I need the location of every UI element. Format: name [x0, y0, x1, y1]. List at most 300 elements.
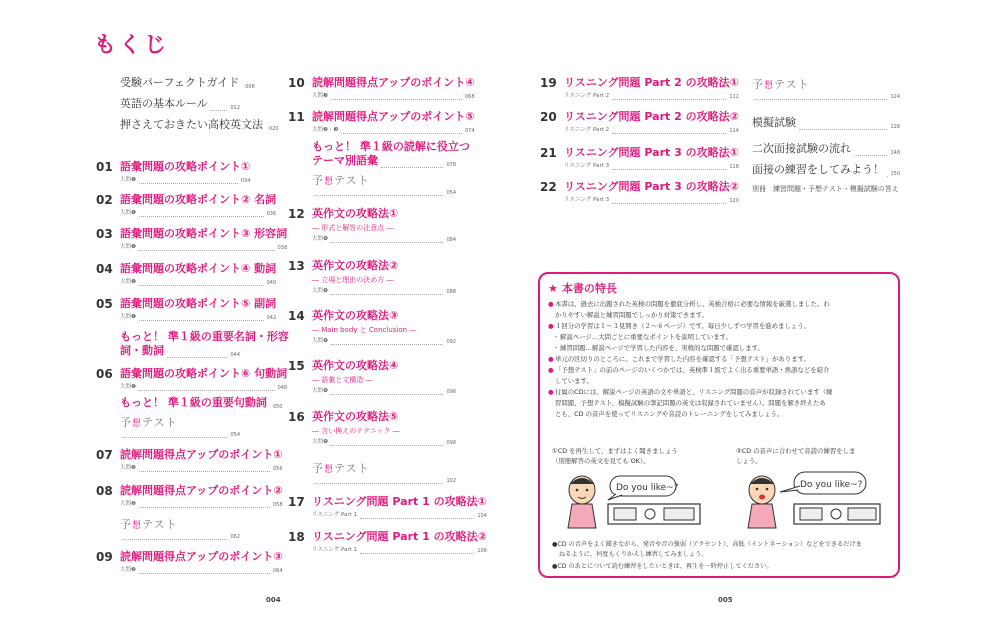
page-number: 044: [230, 352, 240, 358]
mock-exam-entry-label: 模擬試験: [752, 116, 796, 129]
note-1-line-1: ●CD の音声をよく聞きながら、発音や音の強弱（アクセント）、高低（イントネーション）などをできるだけま: [552, 541, 862, 548]
toc-entry[interactable]: [96, 160, 251, 184]
more-reading-row: [312, 154, 456, 168]
toc-entry[interactable]: [540, 76, 739, 100]
leader-dots: [360, 512, 474, 519]
leader-dots: [612, 93, 726, 100]
toc-entry[interactable]: [288, 359, 456, 395]
entry-title: 読解問題得点アップのポイント④: [312, 76, 475, 89]
more-reading-entry[interactable]: [312, 140, 470, 168]
note-1: [552, 540, 862, 560]
leader-dots: [854, 149, 887, 156]
caption-2-line-2: しょう。: [736, 457, 762, 465]
entry-section-row: [312, 335, 456, 345]
leader-dots: [331, 288, 444, 295]
yoso-test-entry[interactable]: [312, 460, 456, 484]
page-number: 054: [230, 432, 240, 438]
entry-number: 22: [540, 180, 557, 194]
yoso-char-2: 想: [132, 521, 143, 531]
front-matter-item-row: [120, 118, 279, 132]
leader-dots: [123, 431, 227, 438]
page-number: 118: [729, 164, 739, 170]
leader-dots: [123, 533, 227, 540]
feature-line: [548, 299, 890, 310]
more-phrasal-entry-label: もっと！ 準１級の重要句動詞: [120, 396, 267, 409]
yoso-row: [120, 431, 240, 438]
page-number: 062: [230, 534, 240, 540]
front-matter-item-label: 押さえておきたい高校英文法: [120, 118, 263, 131]
entry-number: 16: [288, 410, 305, 424]
leader-dots: [139, 210, 264, 217]
entry-section: 大問❹: [312, 439, 328, 445]
toc-entry[interactable]: [96, 193, 277, 217]
front-matter-item-label: 英語の基本ルール: [120, 97, 208, 110]
leader-dots: [331, 93, 462, 100]
entry-section: 大問❶: [120, 314, 136, 320]
feature-line: [548, 332, 890, 343]
entry-section: 大問❸: [312, 93, 328, 99]
entry-body: [120, 193, 276, 217]
toc-entry[interactable]: [288, 76, 475, 100]
front-matter-item-row: [120, 76, 255, 90]
page-number: 020: [269, 126, 279, 132]
toc-entry[interactable]: [288, 530, 487, 554]
feature-bullet: ・: [553, 344, 560, 352]
interview-practice-entry[interactable]: [752, 163, 900, 177]
entry-section-row: [564, 90, 739, 100]
feature-line: [548, 310, 890, 321]
yoso-test-title: [120, 516, 240, 532]
entry-title: 読解問題得点アップのポイント②: [120, 484, 283, 497]
feature-line: [548, 387, 890, 398]
entry-number: 15: [288, 359, 305, 373]
entry-title: リスニング問題 Part 3 の攻略法②: [564, 180, 739, 193]
page-number-left: 004: [266, 596, 281, 604]
more-vocab-entry[interactable]: [120, 330, 289, 358]
yoso-rest: テスト: [142, 416, 178, 429]
speech-bubble-1: Do you like~?: [616, 483, 679, 493]
caption-1: [552, 446, 678, 466]
feature-bullet: ●: [548, 388, 554, 396]
page-number: 102: [446, 478, 456, 484]
entry-title: 英作文の攻略法①: [312, 207, 399, 220]
speech-bubble-2: Do you like~?: [800, 480, 863, 490]
entry-title: 英作文の攻略法④: [312, 359, 399, 372]
leader-dots: [139, 244, 275, 251]
toc-entry[interactable]: [96, 550, 283, 574]
entry-number: 04: [96, 262, 113, 276]
entry-number: 03: [96, 227, 113, 241]
entry-number: 07: [96, 448, 113, 462]
entry-section-row: [120, 241, 287, 251]
entry-body: [120, 262, 276, 286]
entry-title: リスニング問題 Part 3 の攻略法①: [564, 146, 739, 159]
feature-line: [548, 365, 890, 376]
entry-title: 語彙問題の攻略ポイント④ 動詞: [120, 262, 277, 275]
page-number: 048: [277, 385, 288, 391]
leader-dots: [331, 338, 444, 345]
feature-line: [548, 354, 890, 365]
leader-dots: [799, 123, 887, 130]
yoso-char-2: 想: [132, 419, 143, 429]
entry-section: 大問❷: [120, 567, 136, 573]
caption-1-line-2: （別冊解答の英文を見ても OK）。: [552, 457, 650, 465]
page-number: 006: [245, 84, 255, 90]
toc-entry[interactable]: [288, 259, 456, 295]
page-number: 068: [465, 94, 475, 100]
entry-title: 語彙問題の攻略ポイント⑤ 副詞: [120, 297, 277, 310]
entry-section-row: [564, 160, 739, 170]
page-number: 074: [465, 128, 475, 134]
entry-title: 読解問題得点アップのポイント③: [120, 550, 283, 563]
more-vocab-line-2: 詞・動詞: [120, 344, 164, 357]
page-number: 104: [477, 513, 487, 519]
entry-section: リスニング Part 2: [564, 93, 610, 99]
mock-exam-entry[interactable]: [752, 116, 900, 130]
entry-body: [120, 160, 250, 184]
yoso-row: [752, 93, 900, 100]
toc-entry[interactable]: [540, 146, 739, 170]
page-number: 050: [272, 404, 283, 410]
entry-section: リスニング Part 2: [564, 127, 610, 133]
yoso-rest: テスト: [774, 78, 810, 91]
toc-entry[interactable]: [96, 448, 283, 472]
front-matter-item-row: [120, 97, 240, 111]
entry-section-row: [312, 124, 475, 134]
entry-section-row: [312, 544, 487, 554]
entry-number: 12: [288, 207, 305, 221]
interview-flow-entry-row: [752, 142, 900, 156]
interview-flow-entry-label: 二次面接試験の流れ: [752, 142, 851, 155]
caption-1-line-1: ①CD を再生して、まずはよく聞きましょう: [552, 447, 678, 455]
star-icon: ★: [548, 281, 558, 295]
illustration-listening: [556, 470, 706, 534]
feature-text: 解説ページ…大問ごとに重要なポイントを説明しています。: [560, 333, 732, 341]
front-matter-item[interactable]: [120, 97, 240, 111]
entry-section: 大問❶: [120, 244, 136, 250]
page-number: 096: [446, 389, 456, 395]
entry-section: 大問❹: [312, 236, 328, 242]
toc-entry[interactable]: [288, 309, 456, 345]
entry-section: 大問❷: [120, 501, 136, 507]
entry-number: 05: [96, 297, 113, 311]
entry-subtitle: ― 言い換えのテクニック ―: [312, 427, 400, 435]
page-number: 106: [477, 548, 487, 554]
entry-section-row: [120, 462, 283, 472]
entry-section-row: [120, 276, 276, 286]
illustration-reading-aloud: [736, 470, 886, 534]
yoso-test-title: [312, 172, 456, 188]
leader-dots: [139, 177, 238, 184]
page-number: 114: [729, 128, 739, 134]
entry-title: 語彙問題の攻略ポイント①: [120, 160, 251, 173]
entry-section-row: [312, 509, 487, 519]
entry-title: 英作文の攻略法②: [312, 259, 399, 272]
leader-dots: [341, 127, 462, 134]
entry-section-row: [312, 90, 475, 100]
entry-body: [120, 484, 283, 508]
caption-2-line-1: ②CD の音声に合わせて音読の練習をしま: [736, 447, 856, 455]
features-title: 本書の特長: [561, 282, 617, 295]
page-number: 112: [729, 94, 739, 100]
entry-body: [312, 309, 456, 345]
entry-body: [312, 530, 487, 554]
entry-body: [312, 259, 456, 295]
yoso-row: [312, 477, 456, 484]
page-number: 124: [890, 94, 900, 100]
yoso-char-1: 予: [120, 518, 132, 531]
caption-2: [736, 446, 855, 466]
feature-text: とも、CD の音声を使ってリスニングや音読のトレーニングをしてみましょう。: [555, 410, 784, 418]
feature-text: 本書は、過去に出題された英検の問題を徹底分析し、英検合格に必要な情報を厳選しました。わ: [555, 300, 830, 308]
toc-entry[interactable]: [96, 227, 288, 251]
entry-subtitle: ― 語彙と文構造 ―: [312, 376, 373, 384]
page-number: 064: [273, 568, 283, 574]
entry-body: [120, 550, 283, 574]
yoso-row: [312, 189, 456, 196]
entry-title: 読解問題得点アップのポイント①: [120, 448, 283, 461]
feature-bullet: ●: [548, 366, 554, 374]
entry-body: [564, 180, 739, 204]
leader-dots: [612, 163, 726, 170]
leader-dots: [755, 93, 887, 100]
feature-text: 単元の区切りのところに、これまで学習した内容を確認する「予想テスト」があります。: [555, 355, 810, 363]
more-reading-line-2: テーマ別語彙: [312, 154, 378, 167]
leader-dots: [360, 547, 474, 554]
leader-dots: [612, 197, 726, 204]
feature-text: １回分の学習は１～３見開き（２～６ページ）です。毎日少しずつ学習を進めましょう。: [555, 322, 810, 330]
entry-title: リスニング問題 Part 2 の攻略法①: [564, 76, 739, 89]
page-number: 058: [273, 502, 283, 508]
page-number: 078: [446, 162, 456, 168]
yoso-char-1: 予: [312, 462, 324, 475]
entry-section-row: [120, 498, 283, 508]
entry-section-row: [120, 311, 276, 321]
entry-number: 08: [96, 484, 113, 498]
entry-number: 14: [288, 309, 305, 323]
entry-section-row: [120, 207, 276, 217]
interview-practice-entry-row: [752, 163, 900, 177]
entry-body: [312, 495, 487, 519]
entry-title: 読解問題得点アップのポイント⑤: [312, 110, 475, 123]
entry-section-row: [120, 564, 283, 574]
entry-body: [312, 76, 475, 100]
more-vocab-line-1: もっと！ 準１級の重要名詞・形容: [120, 330, 289, 343]
interview-practice-entry-label: 面接の練習をしてみよう！: [752, 163, 884, 176]
entry-section-row: [564, 194, 739, 204]
yoso-char-2: 想: [324, 465, 335, 475]
entry-number: 21: [540, 146, 557, 160]
entry-section: 大問❷・❸: [312, 127, 339, 133]
feature-text: 習問題、予想テスト、模擬試験の筆記問題の英文は収録されていません）。問題を解き終えたあ: [555, 399, 826, 407]
leader-dots: [331, 236, 444, 243]
entry-body: [120, 367, 287, 391]
feature-line: [548, 409, 890, 420]
entry-title: リスニング問題 Part 1 の攻略法①: [312, 495, 487, 508]
entry-title: 語彙問題の攻略ポイント③ 形容詞: [120, 227, 288, 240]
toc-entry[interactable]: [288, 207, 456, 243]
leader-dots: [139, 567, 270, 574]
entry-body: [120, 227, 287, 251]
leader-dots: [331, 388, 444, 395]
leader-dots: [139, 314, 264, 321]
mock-exam-entry-row: [752, 116, 900, 130]
yoso-char-1: 予: [120, 416, 132, 429]
feature-text: かりやすい解説と練習問題でしっかり対策できます。: [555, 311, 708, 319]
yoso-test-title: [312, 460, 456, 476]
feature-bullet: ・: [553, 333, 560, 341]
page-number: 042: [266, 315, 277, 321]
entry-number: 06: [96, 367, 113, 381]
entry-number: 10: [288, 76, 305, 90]
entry-body: [312, 359, 456, 395]
feature-line: [548, 343, 890, 354]
toc-entry[interactable]: [96, 297, 277, 321]
more-phrasal-entry[interactable]: [120, 396, 283, 410]
yoso-char-1: 予: [752, 78, 764, 91]
yoso-test-entry[interactable]: [120, 414, 240, 438]
entry-section-row: [564, 124, 739, 134]
entry-section: リスニング Part 3: [564, 163, 610, 169]
leader-dots: [139, 279, 264, 286]
yoso-test-entry[interactable]: [312, 172, 456, 196]
page-number: 056: [273, 466, 283, 472]
entry-section: 大問❶: [120, 279, 136, 285]
entry-section-row: [312, 233, 456, 243]
feature-line: [548, 398, 890, 409]
page-number: 084: [446, 237, 456, 243]
features-title-row: [548, 280, 890, 296]
entry-section: 大問❶: [120, 177, 136, 183]
entry-number: 09: [96, 550, 113, 564]
leader-dots: [139, 501, 270, 508]
more-phrasal-entry-row: [120, 396, 283, 410]
entry-body: [312, 207, 456, 243]
leader-dots: [211, 104, 228, 111]
toc-entry[interactable]: [96, 367, 288, 391]
leader-dots: [167, 351, 227, 358]
entry-section-row: [312, 385, 456, 395]
page-number: 120: [729, 198, 739, 204]
yoso-rest: テスト: [142, 518, 178, 531]
leader-dots: [381, 161, 443, 168]
leader-dots: [139, 465, 270, 472]
yoso-test-title: [752, 76, 900, 92]
toc-entry[interactable]: [96, 484, 283, 508]
entry-section-row: [312, 285, 456, 295]
yoso-test-entry[interactable]: [752, 76, 900, 100]
toc-entry[interactable]: [540, 110, 739, 134]
entry-body: [312, 110, 475, 134]
entry-number: 20: [540, 110, 557, 124]
yoso-char-2: 想: [324, 177, 335, 187]
leader-dots: [331, 439, 444, 446]
entry-body: [564, 146, 739, 170]
entry-subtitle: ― 立場と理由の決め方 ―: [312, 276, 394, 284]
page-number: 150: [890, 171, 900, 177]
page-number: 040: [266, 280, 277, 286]
entry-title: リスニング問題 Part 2 の攻略法②: [564, 110, 739, 123]
page-number: 036: [266, 211, 277, 217]
entry-section: 大問❹: [312, 288, 328, 294]
feature-text: 付属のCDには、解説ページの英語の文や単語と、リスニング問題の音声が収録されています（練: [555, 388, 833, 396]
entry-section: 大問❹: [312, 388, 328, 394]
entry-title: リスニング問題 Part 1 の攻略法②: [312, 530, 487, 543]
feature-text: しています。: [555, 377, 593, 385]
feature-bullet: ●: [548, 300, 554, 308]
entry-section: リスニング Part 1: [312, 512, 358, 518]
page-number: 012: [230, 105, 240, 111]
entry-body: [120, 297, 276, 321]
toc-entry[interactable]: [288, 410, 456, 446]
entry-number: 02: [96, 193, 113, 207]
toc-entry[interactable]: [96, 262, 277, 286]
leader-dots: [139, 384, 275, 391]
yoso-char-1: 予: [312, 174, 324, 187]
entry-subtitle: ― 形式と解答の注意点 ―: [312, 224, 394, 232]
entry-section: 大問❷: [120, 465, 136, 471]
entry-section: 大問❶: [120, 210, 136, 216]
leader-dots: [315, 477, 443, 484]
front-matter-item-label: 受験パーフェクトガイド: [120, 76, 240, 89]
page-number: 148: [890, 150, 900, 156]
supplement-entry[interactable]: 別冊 練習問題・予想テスト・模擬試験の答え: [752, 185, 899, 193]
page-title: もくじ: [94, 33, 170, 58]
front-matter-item[interactable]: [120, 76, 255, 90]
entry-number: 18: [288, 530, 305, 544]
yoso-char-2: 想: [764, 81, 775, 91]
entry-title: 英作文の攻略法⑤: [312, 410, 399, 423]
entry-section: リスニング Part 1: [312, 547, 358, 553]
entry-body: [120, 448, 283, 472]
yoso-row: [120, 533, 240, 540]
entry-body: [312, 410, 456, 446]
feature-line: [548, 376, 890, 387]
yoso-rest: テスト: [334, 462, 370, 475]
entry-number: 01: [96, 160, 113, 174]
entry-number: 13: [288, 259, 305, 273]
feature-text: 練習問題…解説ページで学習した内容を、実戦的な問題で確認します。: [560, 344, 764, 352]
page-number: 054: [446, 190, 456, 196]
entry-section-row: [120, 381, 287, 391]
entry-section: 大問❹: [312, 338, 328, 344]
page-number-right: 005: [718, 596, 733, 604]
toc-entry[interactable]: [288, 110, 475, 134]
toc-entry[interactable]: [288, 495, 487, 519]
feature-bullet: ●: [548, 355, 554, 363]
feature-line: [548, 321, 890, 332]
note-1-line-2: ねるように、何度もくりかえし練習してみましょう。: [559, 551, 708, 558]
page-number: 038: [277, 245, 288, 251]
feature-text: 「予想テスト」の前のページのいくつかでは、英検準１級でよく出る重要単語・熟語などを紹介: [555, 366, 830, 374]
interview-flow-entry[interactable]: [752, 142, 900, 156]
page-number: 088: [446, 289, 456, 295]
leader-dots: [315, 189, 443, 196]
entry-section: リスニング Part 3: [564, 197, 610, 203]
features-box: [538, 272, 900, 578]
entry-title: 英作文の攻略法③: [312, 309, 399, 322]
toc-entry[interactable]: [540, 180, 739, 204]
feature-bullet: ●: [548, 322, 554, 330]
page-number: 128: [890, 124, 900, 130]
front-matter-item[interactable]: [120, 118, 279, 132]
entry-body: [564, 110, 739, 134]
entry-section-row: [120, 174, 250, 184]
entry-section: 大問❶: [120, 384, 136, 390]
entry-title: 語彙問題の攻略ポイント⑥ 句動詞: [120, 367, 288, 380]
yoso-test-entry[interactable]: [120, 516, 240, 540]
entry-subtitle: ― Main body と Conclusion ―: [312, 326, 417, 334]
